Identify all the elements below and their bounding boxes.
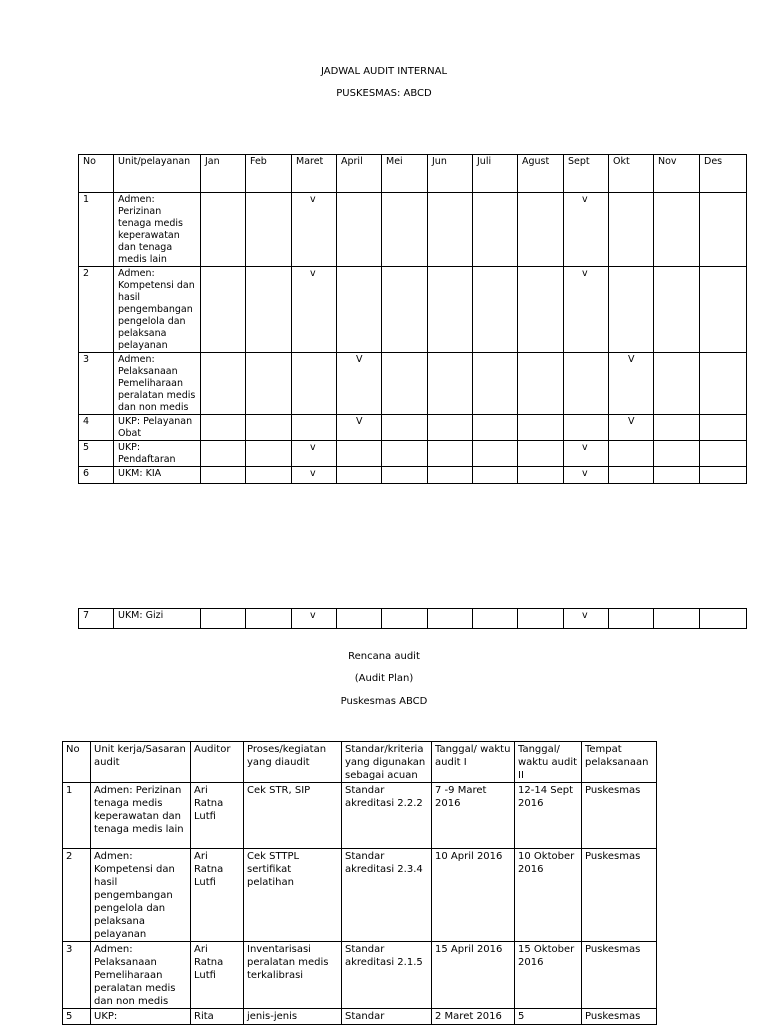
- plan-cell: Standar akreditasi 2.3.4: [342, 849, 432, 942]
- schedule-empty-cell: [700, 441, 747, 467]
- schedule-row-number: 7: [79, 609, 114, 629]
- plan-header-cell: Tanggal/ waktu audit II: [515, 742, 582, 783]
- schedule-row: [79, 441, 747, 467]
- schedule-header-cell: No: [79, 155, 114, 193]
- schedule-header-cell: Okt: [609, 155, 654, 193]
- schedule-empty-cell: [518, 609, 564, 629]
- schedule-empty-cell: [473, 193, 518, 267]
- schedule-check-mark: V: [609, 415, 654, 441]
- plan-cell: Ari Ratna Lutfi: [191, 849, 244, 942]
- schedule-empty-cell: [428, 609, 473, 629]
- plan-header-cell: Tanggal/ waktu audit I: [432, 742, 515, 783]
- schedule-row-number: 1: [79, 193, 114, 267]
- schedule-empty-cell: [337, 609, 382, 629]
- schedule-empty-cell: [473, 353, 518, 415]
- schedule-empty-cell: [337, 441, 382, 467]
- schedule-header-cell: Agust: [518, 155, 564, 193]
- plan-cell: 15 April 2016: [432, 942, 515, 1009]
- schedule-empty-cell: [382, 467, 428, 484]
- plan-cell: Puskesmas: [582, 783, 657, 849]
- schedule-empty-cell: [201, 441, 246, 467]
- schedule-header-cell: Sept: [564, 155, 609, 193]
- schedule-empty-cell: [518, 267, 564, 353]
- schedule-empty-cell: [201, 609, 246, 629]
- plan-cell: 10 Oktober 2016: [515, 849, 582, 942]
- plan-header-row: [63, 742, 657, 783]
- schedule-empty-cell: [246, 441, 292, 467]
- plan-header-cell: Tempat pelaksanaan: [582, 742, 657, 783]
- plan-header-cell: Unit kerja/Sasaran audit: [91, 742, 191, 783]
- schedule-check-mark: v: [564, 609, 609, 629]
- schedule-header-cell: April: [337, 155, 382, 193]
- schedule-empty-cell: [337, 267, 382, 353]
- schedule-empty-cell: [654, 609, 700, 629]
- schedule-empty-cell: [564, 353, 609, 415]
- schedule-empty-cell: [428, 193, 473, 267]
- schedule-empty-cell: [201, 267, 246, 353]
- plan-cell: 3: [63, 942, 91, 1009]
- schedule-table-continued: [78, 608, 747, 629]
- schedule-empty-cell: [382, 193, 428, 267]
- schedule-check-mark: v: [564, 193, 609, 267]
- plan-row: [63, 849, 657, 942]
- plan-cell: Standar: [342, 1009, 432, 1025]
- schedule-row: [79, 193, 747, 267]
- schedule-header-cell: Feb: [246, 155, 292, 193]
- schedule-check-mark: v: [292, 267, 337, 353]
- plan-cell: Rita: [191, 1009, 244, 1025]
- schedule-row: [79, 415, 747, 441]
- plan-cell: 2 Maret 2016: [432, 1009, 515, 1025]
- plan-row: [63, 783, 657, 849]
- schedule-check-mark: v: [564, 267, 609, 353]
- schedule-empty-cell: [654, 353, 700, 415]
- schedule-header-row: [79, 155, 747, 193]
- schedule-empty-cell: [700, 415, 747, 441]
- schedule-empty-cell: [201, 353, 246, 415]
- schedule-empty-cell: [473, 609, 518, 629]
- plan-cell: Standar akreditasi 2.2.2: [342, 783, 432, 849]
- schedule-header-cell: Jan: [201, 155, 246, 193]
- plan-cell: 5: [515, 1009, 582, 1025]
- schedule-empty-cell: [201, 415, 246, 441]
- schedule-empty-cell: [246, 193, 292, 267]
- schedule-empty-cell: [700, 609, 747, 629]
- schedule-row-number: 6: [79, 467, 114, 484]
- schedule-empty-cell: [292, 353, 337, 415]
- schedule-unit-cell: UKP: Pelayanan Obat: [114, 415, 201, 441]
- schedule-empty-cell: [473, 441, 518, 467]
- schedule-empty-cell: [609, 267, 654, 353]
- plan-cell: 5: [63, 1009, 91, 1025]
- plan-cell: Ari Ratna Lutfi: [191, 783, 244, 849]
- plan-cell: Admen: Perizinan tenaga medis keperawatan dan tenaga medis lain: [91, 783, 191, 849]
- schedule-check-mark: v: [292, 441, 337, 467]
- plan-cell: Puskesmas: [582, 1009, 657, 1025]
- schedule-table: [78, 154, 747, 484]
- schedule-empty-cell: [428, 415, 473, 441]
- schedule-empty-cell: [337, 193, 382, 267]
- plan-cell: 7 -9 Maret 2016: [432, 783, 515, 849]
- schedule-empty-cell: [564, 415, 609, 441]
- schedule-header-cell: Mei: [382, 155, 428, 193]
- schedule-empty-cell: [654, 441, 700, 467]
- schedule-check-mark: v: [292, 193, 337, 267]
- schedule-empty-cell: [518, 441, 564, 467]
- schedule-empty-cell: [473, 467, 518, 484]
- schedule-empty-cell: [654, 415, 700, 441]
- schedule-row: [79, 353, 747, 415]
- schedule-header-cell: Maret: [292, 155, 337, 193]
- plan-cell: Admen: Pelaksanaan Pemeliharaan peralatan medis dan non medis: [91, 942, 191, 1009]
- schedule-empty-cell: [654, 467, 700, 484]
- schedule-empty-cell: [700, 467, 747, 484]
- schedule-empty-cell: [609, 609, 654, 629]
- plan-cell: 10 April 2016: [432, 849, 515, 942]
- schedule-empty-cell: [518, 415, 564, 441]
- plan-cell: Puskesmas: [582, 849, 657, 942]
- schedule-empty-cell: [201, 467, 246, 484]
- schedule-empty-cell: [292, 415, 337, 441]
- schedule-row: [79, 267, 747, 353]
- plan-row: [63, 1009, 657, 1025]
- schedule-empty-cell: [654, 267, 700, 353]
- schedule-check-mark: v: [292, 467, 337, 484]
- schedule-empty-cell: [382, 267, 428, 353]
- schedule-empty-cell: [382, 609, 428, 629]
- plan-cell: Puskesmas: [582, 942, 657, 1009]
- schedule-subtitle: PUSKESMAS: ABCD: [336, 88, 432, 99]
- schedule-check-mark: V: [337, 415, 382, 441]
- plan-cell: jenis-jenis: [244, 1009, 342, 1025]
- schedule-unit-cell: UKM: KIA: [114, 467, 201, 484]
- schedule-empty-cell: [382, 441, 428, 467]
- schedule-check-mark: V: [337, 353, 382, 415]
- schedule-empty-cell: [518, 353, 564, 415]
- schedule-empty-cell: [246, 609, 292, 629]
- schedule-empty-cell: [246, 267, 292, 353]
- plan-cell: Inventarisasi peralatan medis terkalibrasi: [244, 942, 342, 1009]
- schedule-unit-cell: UKM: Gizi: [114, 609, 201, 629]
- plan-cell: Cek STTPL sertifikat pelatihan: [244, 849, 342, 942]
- schedule-header-cell: Juli: [473, 155, 518, 193]
- schedule-empty-cell: [337, 467, 382, 484]
- schedule-empty-cell: [518, 193, 564, 267]
- schedule-empty-cell: [700, 353, 747, 415]
- schedule-empty-cell: [246, 353, 292, 415]
- schedule-empty-cell: [382, 415, 428, 441]
- schedule-unit-cell: Admen: Pelaksanaan Pemeliharaan peralatan medis dan non medis: [114, 353, 201, 415]
- plan-cell: UKP:: [91, 1009, 191, 1025]
- schedule-row-number: 5: [79, 441, 114, 467]
- schedule-row: [79, 467, 747, 484]
- plan-cell: Standar akreditasi 2.1.5: [342, 942, 432, 1009]
- plan-title: Rencana audit: [348, 651, 420, 662]
- schedule-empty-cell: [609, 467, 654, 484]
- schedule-empty-cell: [654, 193, 700, 267]
- plan-subtitle: (Audit Plan): [354, 673, 414, 684]
- schedule-empty-cell: [700, 193, 747, 267]
- plan-header-cell: Proses/kegiatan yang diaudit: [244, 742, 342, 783]
- schedule-empty-cell: [246, 467, 292, 484]
- schedule-empty-cell: [428, 441, 473, 467]
- schedule-check-mark: v: [564, 467, 609, 484]
- plan-cell: Admen: Kompetensi dan hasil pengembangan pengelola dan pelaksana pelayanan: [91, 849, 191, 942]
- plan-cell: 12-14 Sept 2016: [515, 783, 582, 849]
- plan-cell: Cek STR, SIP: [244, 783, 342, 849]
- schedule-unit-cell: Admen: Kompetensi dan hasil pengembangan pengelola dan pelaksana pelayanan: [114, 267, 201, 353]
- schedule-row-number: 4: [79, 415, 114, 441]
- plan-cell: 2: [63, 849, 91, 942]
- audit-plan-table: [62, 741, 657, 1025]
- schedule-empty-cell: [428, 467, 473, 484]
- schedule-empty-cell: [428, 353, 473, 415]
- schedule-empty-cell: [609, 193, 654, 267]
- schedule-unit-cell: Admen: Perizinan tenaga medis keperawatan dan tenaga medis lain: [114, 193, 201, 267]
- schedule-empty-cell: [201, 193, 246, 267]
- plan-header-cell: Auditor: [191, 742, 244, 783]
- schedule-empty-cell: [382, 353, 428, 415]
- plan-cell: 15 Oktober 2016: [515, 942, 582, 1009]
- plan-header-cell: Standar/kriteria yang digunakan sebagai acuan: [342, 742, 432, 783]
- schedule-empty-cell: [473, 267, 518, 353]
- schedule-row-number: 2: [79, 267, 114, 353]
- schedule-empty-cell: [700, 267, 747, 353]
- schedule-empty-cell: [246, 415, 292, 441]
- schedule-header-cell: Des: [700, 155, 747, 193]
- schedule-unit-cell: UKP: Pendaftaran: [114, 441, 201, 467]
- schedule-header-cell: Unit/pelayanan: [114, 155, 201, 193]
- schedule-row-number: 3: [79, 353, 114, 415]
- schedule-empty-cell: [518, 467, 564, 484]
- plan-header-cell: No: [63, 742, 91, 783]
- plan-cell: 1: [63, 783, 91, 849]
- schedule-header-cell: Nov: [654, 155, 700, 193]
- schedule-empty-cell: [473, 415, 518, 441]
- schedule-check-mark: v: [292, 609, 337, 629]
- schedule-empty-cell: [428, 267, 473, 353]
- plan-cell: Ari Ratna Lutfi: [191, 942, 244, 1009]
- schedule-empty-cell: [609, 441, 654, 467]
- plan-organization: Puskesmas ABCD: [340, 696, 428, 707]
- schedule-header-cell: Jun: [428, 155, 473, 193]
- schedule-check-mark: V: [609, 353, 654, 415]
- schedule-check-mark: v: [564, 441, 609, 467]
- schedule-title: JADWAL AUDIT INTERNAL: [320, 66, 448, 77]
- plan-row: [63, 942, 657, 1009]
- schedule-row: [79, 609, 747, 629]
